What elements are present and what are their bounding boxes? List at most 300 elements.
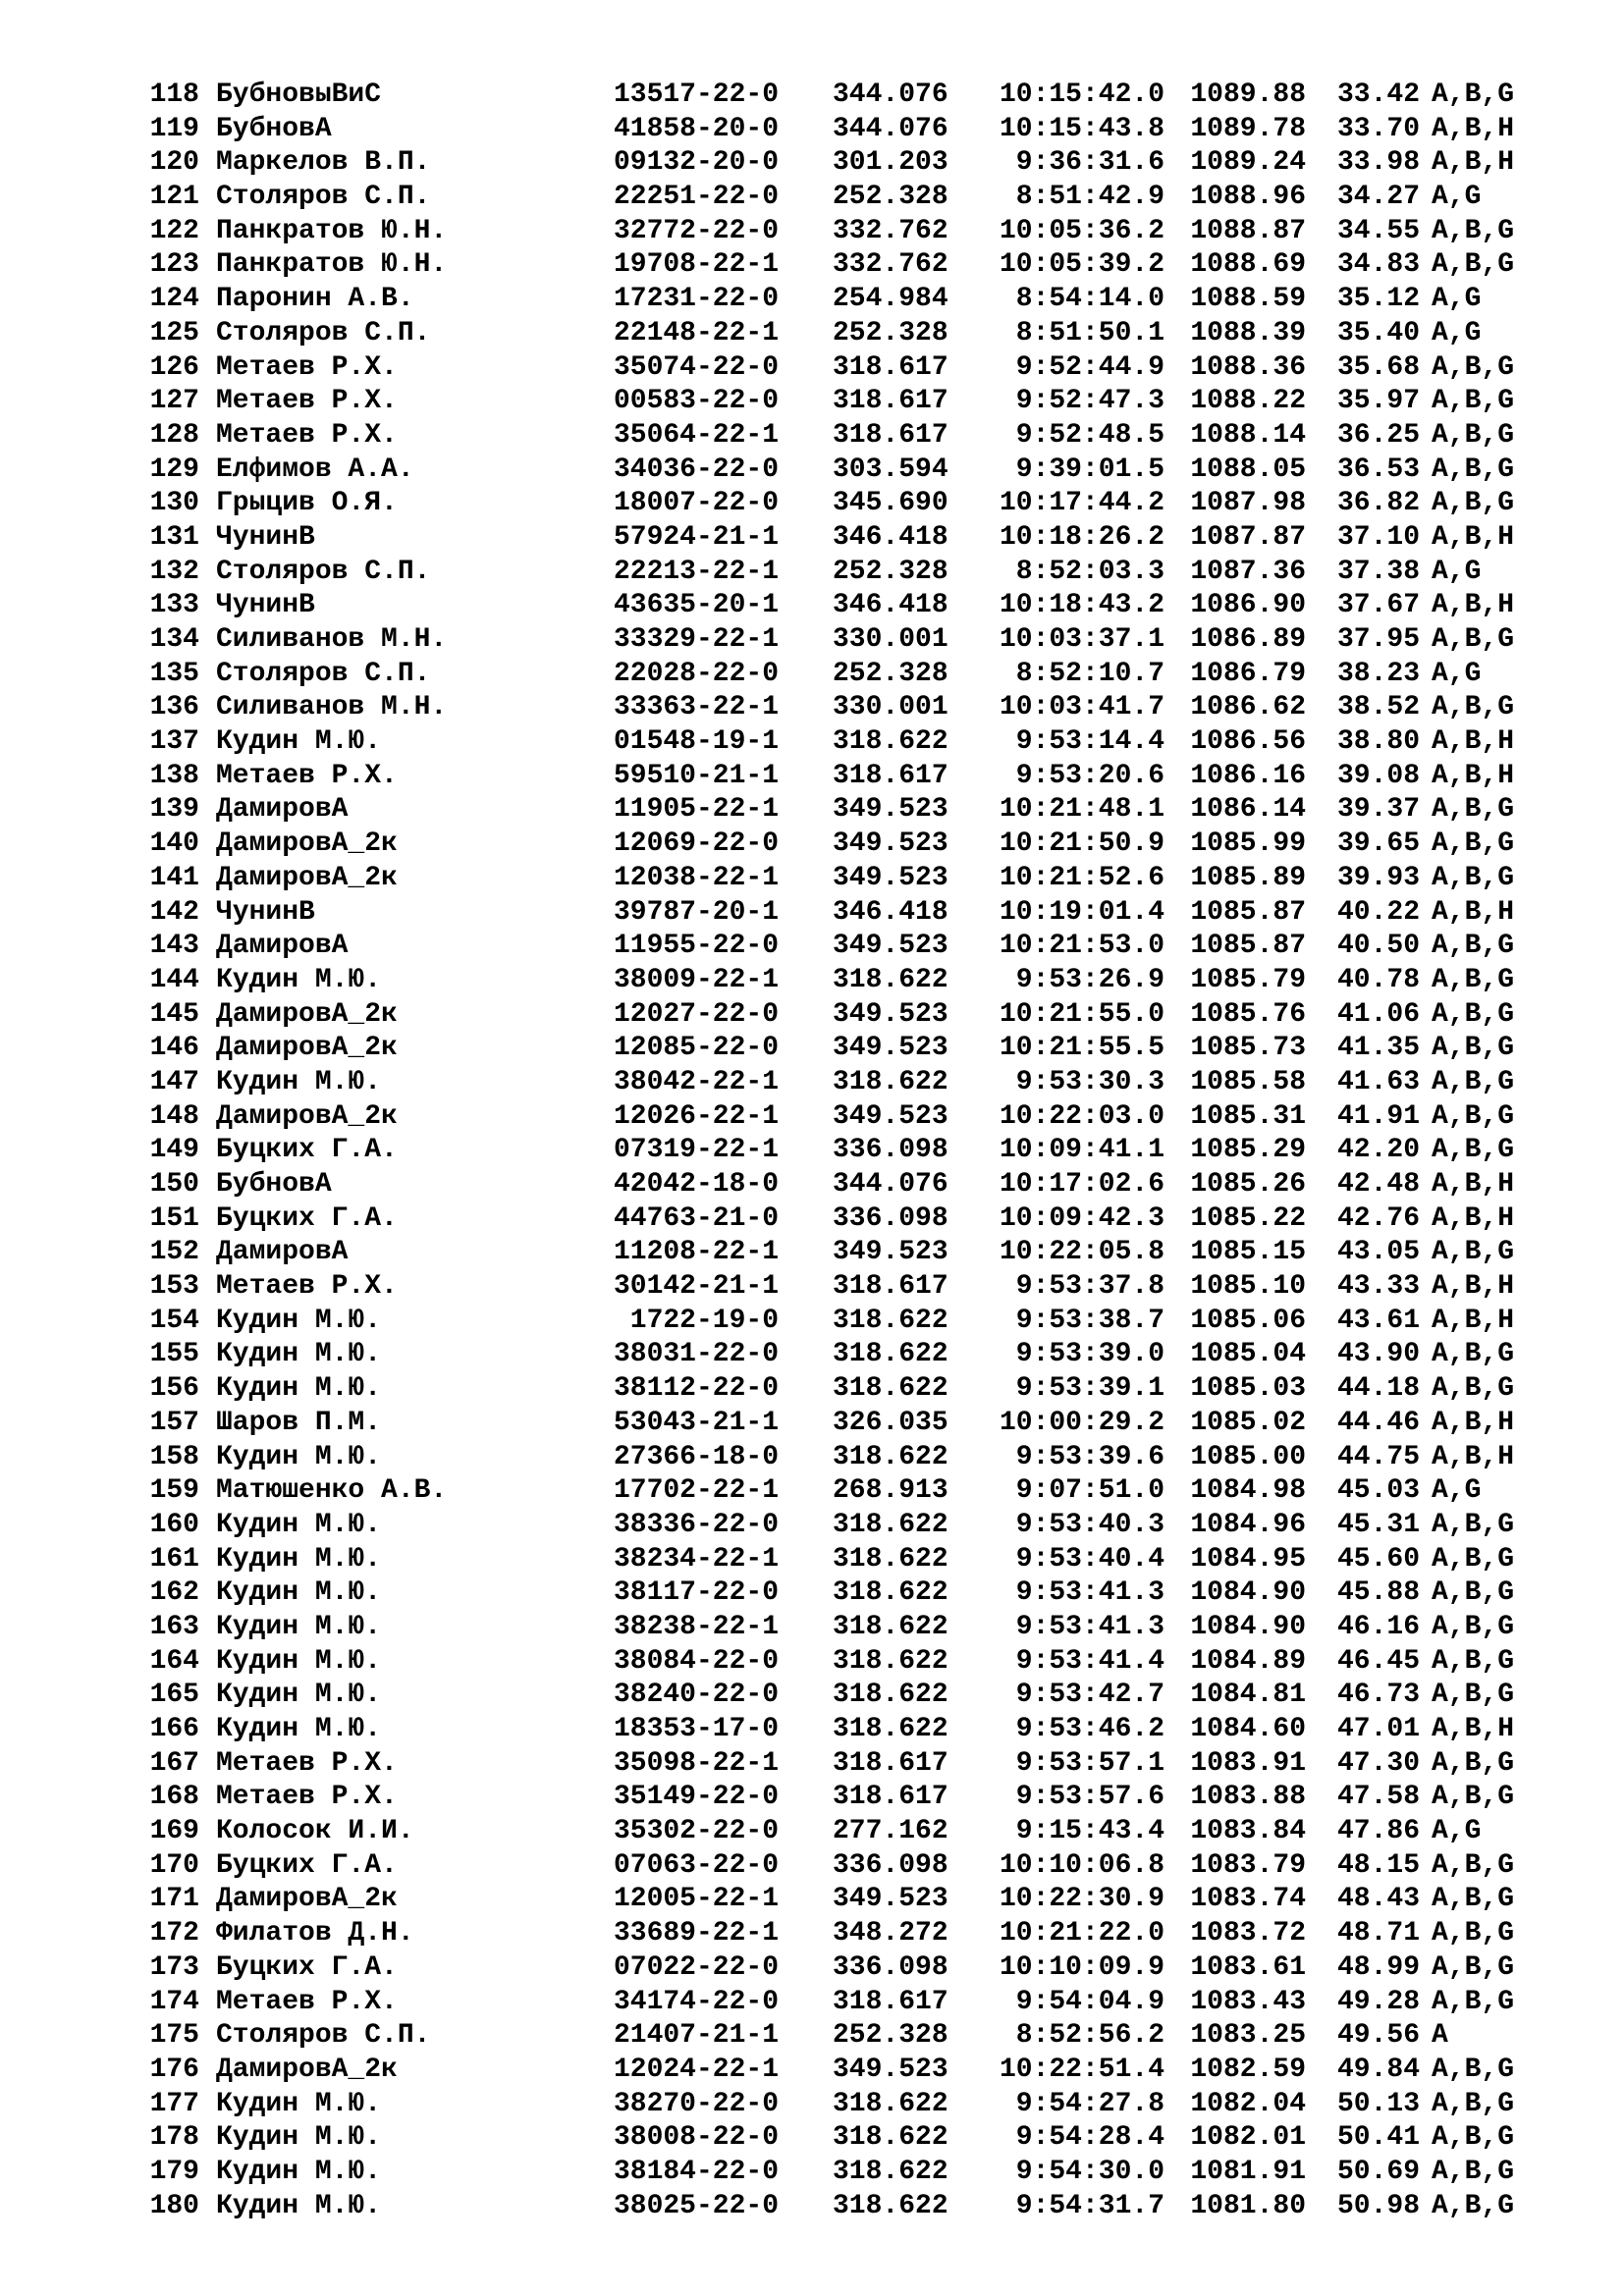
- cell-name: Паронин А.В.: [216, 284, 414, 315]
- table-row: [145, 1747, 1569, 1782]
- cell-speed: 1083.72: [1190, 1918, 1306, 1949]
- cell-num: 158: [149, 1441, 199, 1472]
- cell-pts: 38.23: [1337, 658, 1421, 689]
- cell-num: 133: [149, 590, 199, 621]
- cell-dist: 318.622: [833, 2190, 948, 2221]
- cell-time: 9:52:48.5: [1015, 419, 1164, 451]
- table-row: [145, 896, 1569, 931]
- cell-cls: A,B,G: [1432, 1543, 1515, 1575]
- cell-cls: A,B,G: [1432, 1509, 1515, 1540]
- cell-dist: 349.523: [833, 931, 948, 962]
- cell-id: 18007-22-0: [613, 488, 779, 519]
- cell-id: 12005-22-1: [613, 1884, 779, 1915]
- cell-speed: 1088.96: [1190, 182, 1306, 213]
- cell-name: Метаев Р.Х.: [216, 386, 398, 417]
- cell-num: 179: [149, 2156, 199, 2187]
- cell-dist: 349.523: [833, 998, 948, 1030]
- cell-id: 38234-22-1: [613, 1543, 779, 1575]
- cell-speed: 1089.88: [1190, 80, 1306, 110]
- cell-num: 162: [149, 1577, 199, 1609]
- cell-cls: A,B,G: [1432, 1645, 1515, 1677]
- cell-dist: 252.328: [833, 658, 948, 689]
- cell-pts: 42.48: [1337, 1169, 1421, 1200]
- cell-speed: 1082.59: [1190, 2054, 1306, 2085]
- cell-name: Кудин М.Ю.: [216, 1373, 382, 1405]
- cell-dist: 346.418: [833, 896, 948, 928]
- cell-name: Кудин М.Ю.: [216, 1305, 382, 1336]
- cell-name: Метаев Р.Х.: [216, 419, 398, 451]
- cell-num: 123: [149, 249, 199, 281]
- cell-num: 167: [149, 1747, 199, 1779]
- cell-num: 175: [149, 2020, 199, 2052]
- cell-speed: 1085.73: [1190, 1033, 1306, 1064]
- cell-name: Метаев Р.Х.: [216, 1747, 398, 1779]
- cell-id: 43635-20-1: [613, 590, 779, 621]
- cell-name: Столяров С.П.: [216, 556, 431, 587]
- cell-time: 9:53:26.9: [1015, 964, 1164, 995]
- cell-speed: 1088.69: [1190, 249, 1306, 281]
- cell-dist: 349.523: [833, 1033, 948, 1064]
- cell-time: 9:54:31.7: [1015, 2190, 1164, 2221]
- cell-id: 35064-22-1: [613, 419, 779, 451]
- cell-cls: A,B,G: [1432, 351, 1515, 383]
- cell-time: 10:22:05.8: [999, 1237, 1164, 1268]
- cell-num: 171: [149, 1884, 199, 1915]
- cell-dist: 254.984: [833, 284, 948, 315]
- table-row: [145, 930, 1569, 964]
- cell-name: Филатов Д.Н.: [216, 1918, 414, 1949]
- cell-name: Кудин М.Ю.: [216, 1441, 382, 1472]
- cell-cls: A,B,G: [1432, 1611, 1515, 1642]
- cell-cls: A,B,G: [1432, 828, 1515, 860]
- cell-cls: A,G: [1432, 1475, 1482, 1507]
- cell-speed: 1088.59: [1190, 284, 1306, 315]
- cell-dist: 349.523: [833, 794, 948, 826]
- table-row: [145, 1509, 1569, 1543]
- cell-dist: 318.617: [833, 1271, 948, 1303]
- cell-name: Колосок И.И.: [216, 1816, 414, 1847]
- cell-dist: 348.272: [833, 1918, 948, 1949]
- cell-time: 10:22:30.9: [999, 1884, 1164, 1915]
- cell-speed: 1081.91: [1190, 2156, 1306, 2187]
- cell-name: Елфимов А.А.: [216, 454, 414, 485]
- cell-speed: 1083.25: [1190, 2020, 1306, 2052]
- table-row: [145, 1305, 1569, 1339]
- cell-dist: 318.622: [833, 1373, 948, 1405]
- cell-time: 10:21:50.9: [999, 828, 1164, 860]
- cell-speed: 1085.87: [1190, 896, 1306, 928]
- cell-pts: 41.91: [1337, 1100, 1421, 1132]
- table-row: [145, 1986, 1569, 2020]
- cell-pts: 39.93: [1337, 862, 1421, 893]
- cell-time: 8:54:14.0: [1015, 284, 1164, 315]
- cell-dist: 330.001: [833, 624, 948, 655]
- table-row: [145, 1951, 1569, 1986]
- cell-speed: 1086.89: [1190, 624, 1306, 655]
- cell-pts: 41.63: [1337, 1066, 1421, 1097]
- table-row: [145, 2054, 1569, 2088]
- cell-dist: 318.617: [833, 760, 948, 791]
- cell-speed: 1085.26: [1190, 1169, 1306, 1200]
- cell-time: 9:53:39.0: [1015, 1339, 1164, 1370]
- table-row: [145, 487, 1569, 521]
- table-row: [145, 2121, 1569, 2156]
- cell-id: 30142-21-1: [613, 1271, 779, 1303]
- cell-time: 10:17:44.2: [999, 488, 1164, 519]
- cell-dist: 318.622: [833, 1509, 948, 1540]
- cell-pts: 33.98: [1337, 147, 1421, 179]
- cell-speed: 1086.14: [1190, 794, 1306, 826]
- cell-id: 12085-22-0: [613, 1033, 779, 1064]
- table-row: [145, 964, 1569, 998]
- cell-time: 10:05:36.2: [999, 215, 1164, 246]
- cell-time: 9:54:27.8: [1015, 2088, 1164, 2119]
- cell-dist: 318.617: [833, 1986, 948, 2017]
- cell-id: 35098-22-1: [613, 1747, 779, 1779]
- cell-speed: 1082.04: [1190, 2088, 1306, 2119]
- cell-pts: 39.65: [1337, 828, 1421, 860]
- cell-time: 10:03:37.1: [999, 624, 1164, 655]
- cell-id: 35149-22-0: [613, 1782, 779, 1813]
- cell-name: Метаев Р.Х.: [216, 1271, 398, 1303]
- cell-id: 22148-22-1: [613, 317, 779, 348]
- cell-time: 10:21:53.0: [999, 931, 1164, 962]
- cell-time: 8:52:03.3: [1015, 556, 1164, 587]
- cell-pts: 43.90: [1337, 1339, 1421, 1370]
- cell-time: 10:05:39.2: [999, 249, 1164, 281]
- cell-name: Силиванов М.Н.: [216, 624, 448, 655]
- cell-id: 22251-22-0: [613, 182, 779, 213]
- cell-name: Кудин М.Ю.: [216, 1509, 382, 1540]
- cell-speed: 1084.95: [1190, 1543, 1306, 1575]
- cell-pts: 40.78: [1337, 964, 1421, 995]
- cell-pts: 44.46: [1337, 1407, 1421, 1438]
- table-row: [145, 146, 1569, 181]
- cell-cls: A,B,G: [1432, 794, 1515, 826]
- table-row: [145, 658, 1569, 692]
- cell-time: 8:51:42.9: [1015, 182, 1164, 213]
- cell-dist: 336.098: [833, 1135, 948, 1166]
- cell-dist: 318.622: [833, 1611, 948, 1642]
- cell-pts: 50.41: [1337, 2122, 1421, 2154]
- cell-num: 159: [149, 1475, 199, 1507]
- cell-id: 17702-22-1: [613, 1475, 779, 1507]
- cell-dist: 318.622: [833, 1543, 948, 1575]
- cell-name: Силиванов М.Н.: [216, 692, 448, 723]
- cell-speed: 1085.15: [1190, 1237, 1306, 1268]
- cell-time: 9:53:46.2: [1015, 1714, 1164, 1744]
- table-row: [145, 1611, 1569, 1645]
- cell-time: 8:51:50.1: [1015, 317, 1164, 348]
- cell-num: 153: [149, 1271, 199, 1303]
- cell-name: ДамировА_2к: [216, 828, 398, 860]
- cell-cls: A: [1432, 2020, 1448, 2052]
- cell-pts: 38.52: [1337, 692, 1421, 723]
- table-row: [145, 1338, 1569, 1372]
- cell-id: 07022-22-0: [613, 1951, 779, 1983]
- cell-time: 9:53:40.4: [1015, 1543, 1164, 1575]
- cell-speed: 1084.90: [1190, 1611, 1306, 1642]
- cell-time: 9:53:57.6: [1015, 1782, 1164, 1813]
- table-row: [145, 1849, 1569, 1884]
- cell-id: 38270-22-0: [613, 2088, 779, 2119]
- cell-dist: 344.076: [833, 80, 948, 110]
- cell-name: Кудин М.Ю.: [216, 2156, 382, 2187]
- cell-name: ДамировА_2к: [216, 1033, 398, 1064]
- cell-speed: 1085.02: [1190, 1407, 1306, 1438]
- cell-pts: 35.40: [1337, 317, 1421, 348]
- table-row: [145, 113, 1569, 147]
- cell-id: 33689-22-1: [613, 1918, 779, 1949]
- cell-id: 38184-22-0: [613, 2156, 779, 2187]
- cell-time: 9:15:43.4: [1015, 1816, 1164, 1847]
- cell-time: 9:53:39.6: [1015, 1441, 1164, 1472]
- cell-name: Кудин М.Ю.: [216, 964, 382, 995]
- cell-time: 9:53:39.1: [1015, 1373, 1164, 1405]
- cell-cls: A,G: [1432, 1816, 1482, 1847]
- cell-dist: 277.162: [833, 1816, 948, 1847]
- cell-num: 170: [149, 1849, 199, 1881]
- cell-pts: 36.82: [1337, 488, 1421, 519]
- cell-id: 38117-22-0: [613, 1577, 779, 1609]
- cell-id: 34036-22-0: [613, 454, 779, 485]
- cell-time: 10:03:41.7: [999, 692, 1164, 723]
- cell-speed: 1085.00: [1190, 1441, 1306, 1472]
- cell-name: Кудин М.Ю.: [216, 1645, 382, 1677]
- cell-id: 34174-22-0: [613, 1986, 779, 2017]
- cell-speed: 1089.24: [1190, 147, 1306, 179]
- cell-id: 32772-22-0: [613, 215, 779, 246]
- cell-id: 12026-22-1: [613, 1100, 779, 1132]
- cell-time: 8:52:10.7: [1015, 658, 1164, 689]
- cell-cls: A,B,G: [1432, 454, 1515, 485]
- table-row: [145, 1407, 1569, 1441]
- cell-speed: 1087.98: [1190, 488, 1306, 519]
- cell-speed: 1083.74: [1190, 1884, 1306, 1915]
- cell-dist: 318.617: [833, 419, 948, 451]
- table-row: [145, 1815, 1569, 1849]
- cell-num: 160: [149, 1509, 199, 1540]
- cell-cls: A,B,G: [1432, 624, 1515, 655]
- cell-num: 146: [149, 1033, 199, 1064]
- cell-pts: 40.50: [1337, 931, 1421, 962]
- cell-time: 9:54:04.9: [1015, 1986, 1164, 2017]
- table-row: [145, 454, 1569, 488]
- cell-pts: 49.84: [1337, 2054, 1421, 2085]
- cell-num: 128: [149, 419, 199, 451]
- cell-pts: 35.68: [1337, 351, 1421, 383]
- table-row: [145, 215, 1569, 249]
- cell-pts: 37.95: [1337, 624, 1421, 655]
- cell-dist: 268.913: [833, 1475, 948, 1507]
- table-row: [145, 1202, 1569, 1237]
- table-row: [145, 385, 1569, 419]
- cell-time: 9:53:20.6: [1015, 760, 1164, 791]
- cell-dist: 332.762: [833, 215, 948, 246]
- cell-id: 12024-22-1: [613, 2054, 779, 2085]
- cell-cls: A,B,H: [1432, 1305, 1515, 1336]
- cell-cls: A,B,G: [1432, 1100, 1515, 1132]
- cell-cls: A,B,G: [1432, 1884, 1515, 1915]
- cell-cls: A,B,G: [1432, 2156, 1515, 2187]
- cell-pts: 46.16: [1337, 1611, 1421, 1642]
- cell-pts: 33.42: [1337, 80, 1421, 110]
- cell-dist: 336.098: [833, 1951, 948, 1983]
- cell-num: 126: [149, 351, 199, 383]
- cell-name: БубновА: [216, 113, 332, 144]
- cell-pts: 48.99: [1337, 1951, 1421, 1983]
- cell-cls: A,B,G: [1432, 1747, 1515, 1779]
- table-row: [145, 1781, 1569, 1815]
- cell-speed: 1086.16: [1190, 760, 1306, 791]
- cell-time: 9:52:44.9: [1015, 351, 1164, 383]
- table-row: [145, 79, 1569, 113]
- cell-speed: 1084.90: [1190, 1577, 1306, 1609]
- cell-pts: 42.20: [1337, 1135, 1421, 1166]
- table-row: [145, 725, 1569, 760]
- cell-dist: 318.622: [833, 2088, 948, 2119]
- cell-pts: 34.55: [1337, 215, 1421, 246]
- cell-speed: 1083.43: [1190, 1986, 1306, 2017]
- cell-name: Кудин М.Ю.: [216, 2190, 382, 2221]
- cell-name: Буцких Г.А.: [216, 1951, 398, 1983]
- cell-cls: A,G: [1432, 556, 1482, 587]
- cell-dist: 349.523: [833, 1100, 948, 1132]
- table-row: [145, 419, 1569, 454]
- cell-name: Буцких Г.А.: [216, 1849, 398, 1881]
- cell-id: 11955-22-0: [613, 931, 779, 962]
- cell-dist: 318.617: [833, 1782, 948, 1813]
- cell-pts: 47.30: [1337, 1747, 1421, 1779]
- cell-speed: 1084.81: [1190, 1680, 1306, 1711]
- cell-dist: 336.098: [833, 1202, 948, 1234]
- cell-id: 18353-17-0: [613, 1714, 779, 1744]
- cell-name: Панкратов Ю.Н.: [216, 249, 448, 281]
- cell-num: 120: [149, 147, 199, 179]
- cell-id: 07319-22-1: [613, 1135, 779, 1166]
- cell-time: 9:52:47.3: [1015, 386, 1164, 417]
- cell-time: 9:53:41.4: [1015, 1645, 1164, 1677]
- cell-time: 10:21:52.6: [999, 862, 1164, 893]
- table-row: [145, 283, 1569, 317]
- cell-speed: 1085.29: [1190, 1135, 1306, 1166]
- cell-pts: 47.01: [1337, 1714, 1421, 1744]
- table-row: [145, 589, 1569, 623]
- results-table: [145, 79, 1569, 2223]
- cell-pts: 41.35: [1337, 1033, 1421, 1064]
- cell-id: 22213-22-1: [613, 556, 779, 587]
- cell-speed: 1081.80: [1190, 2190, 1306, 2221]
- cell-cls: A,B,G: [1432, 2122, 1515, 2154]
- cell-num: 164: [149, 1645, 199, 1677]
- cell-dist: 252.328: [833, 556, 948, 587]
- cell-time: 9:53:37.8: [1015, 1271, 1164, 1303]
- cell-cls: A,B,G: [1432, 1986, 1515, 2017]
- cell-name: Кудин М.Ю.: [216, 1680, 382, 1711]
- cell-speed: 1085.79: [1190, 964, 1306, 995]
- cell-name: Столяров С.П.: [216, 2020, 431, 2052]
- cell-num: 119: [149, 113, 199, 144]
- cell-speed: 1084.96: [1190, 1509, 1306, 1540]
- cell-name: Матюшенко А.В.: [216, 1475, 448, 1507]
- cell-name: Метаев Р.Х.: [216, 1986, 398, 2017]
- cell-id: 53043-21-1: [613, 1407, 779, 1438]
- cell-name: БубновыВиС: [216, 80, 382, 110]
- cell-time: 10:21:22.0: [999, 1918, 1164, 1949]
- cell-dist: 252.328: [833, 182, 948, 213]
- cell-id: 59510-21-1: [613, 760, 779, 791]
- cell-num: 174: [149, 1986, 199, 2017]
- cell-id: 33329-22-1: [613, 624, 779, 655]
- cell-time: 10:09:42.3: [999, 1202, 1164, 1234]
- cell-cls: A,B,G: [1432, 862, 1515, 893]
- cell-num: 151: [149, 1202, 199, 1234]
- cell-cls: A,B,H: [1432, 113, 1515, 144]
- cell-num: 122: [149, 215, 199, 246]
- cell-pts: 34.27: [1337, 182, 1421, 213]
- cell-dist: 346.418: [833, 521, 948, 553]
- cell-name: Грыцив О.Я.: [216, 488, 398, 519]
- cell-num: 173: [149, 1951, 199, 1983]
- cell-name: ДамировА_2к: [216, 1100, 398, 1132]
- cell-cls: A,B,G: [1432, 80, 1515, 110]
- cell-id: 27366-18-0: [613, 1441, 779, 1472]
- cell-dist: 332.762: [833, 249, 948, 281]
- cell-num: 138: [149, 760, 199, 791]
- table-row: [145, 862, 1569, 896]
- cell-id: 09132-20-0: [613, 147, 779, 179]
- cell-speed: 1088.36: [1190, 351, 1306, 383]
- cell-time: 9:54:30.0: [1015, 2156, 1164, 2187]
- cell-pts: 44.75: [1337, 1441, 1421, 1472]
- cell-pts: 43.33: [1337, 1271, 1421, 1303]
- table-row: [145, 1474, 1569, 1509]
- table-row: [145, 1917, 1569, 1951]
- cell-dist: 318.622: [833, 1441, 948, 1472]
- cell-pts: 36.53: [1337, 454, 1421, 485]
- cell-time: 10:21:55.5: [999, 1033, 1164, 1064]
- cell-pts: 44.18: [1337, 1373, 1421, 1405]
- cell-name: Кудин М.Ю.: [216, 1611, 382, 1642]
- cell-name: Панкратов Ю.Н.: [216, 215, 448, 246]
- cell-num: 129: [149, 454, 199, 485]
- cell-id: 19708-22-1: [613, 249, 779, 281]
- cell-time: 9:53:14.4: [1015, 726, 1164, 758]
- cell-dist: 318.622: [833, 1305, 948, 1336]
- cell-name: Метаев Р.Х.: [216, 1782, 398, 1813]
- cell-num: 148: [149, 1100, 199, 1132]
- cell-pts: 36.25: [1337, 419, 1421, 451]
- table-row: [145, 793, 1569, 828]
- cell-num: 177: [149, 2088, 199, 2119]
- cell-name: ЧунинВ: [216, 590, 315, 621]
- cell-cls: A,B,G: [1432, 1373, 1515, 1405]
- cell-cls: A,B,G: [1432, 1135, 1515, 1166]
- cell-speed: 1084.98: [1190, 1475, 1306, 1507]
- cell-time: 10:09:41.1: [999, 1135, 1164, 1166]
- cell-id: 38112-22-0: [613, 1373, 779, 1405]
- cell-pts: 38.80: [1337, 726, 1421, 758]
- cell-name: Буцких Г.А.: [216, 1202, 398, 1234]
- cell-id: 12027-22-0: [613, 998, 779, 1030]
- cell-pts: 45.31: [1337, 1509, 1421, 1540]
- cell-speed: 1083.61: [1190, 1951, 1306, 1983]
- cell-cls: A,G: [1432, 658, 1482, 689]
- table-row: [145, 760, 1569, 794]
- cell-num: 137: [149, 726, 199, 758]
- cell-id: 38031-22-0: [613, 1339, 779, 1370]
- cell-cls: A,B,H: [1432, 896, 1515, 928]
